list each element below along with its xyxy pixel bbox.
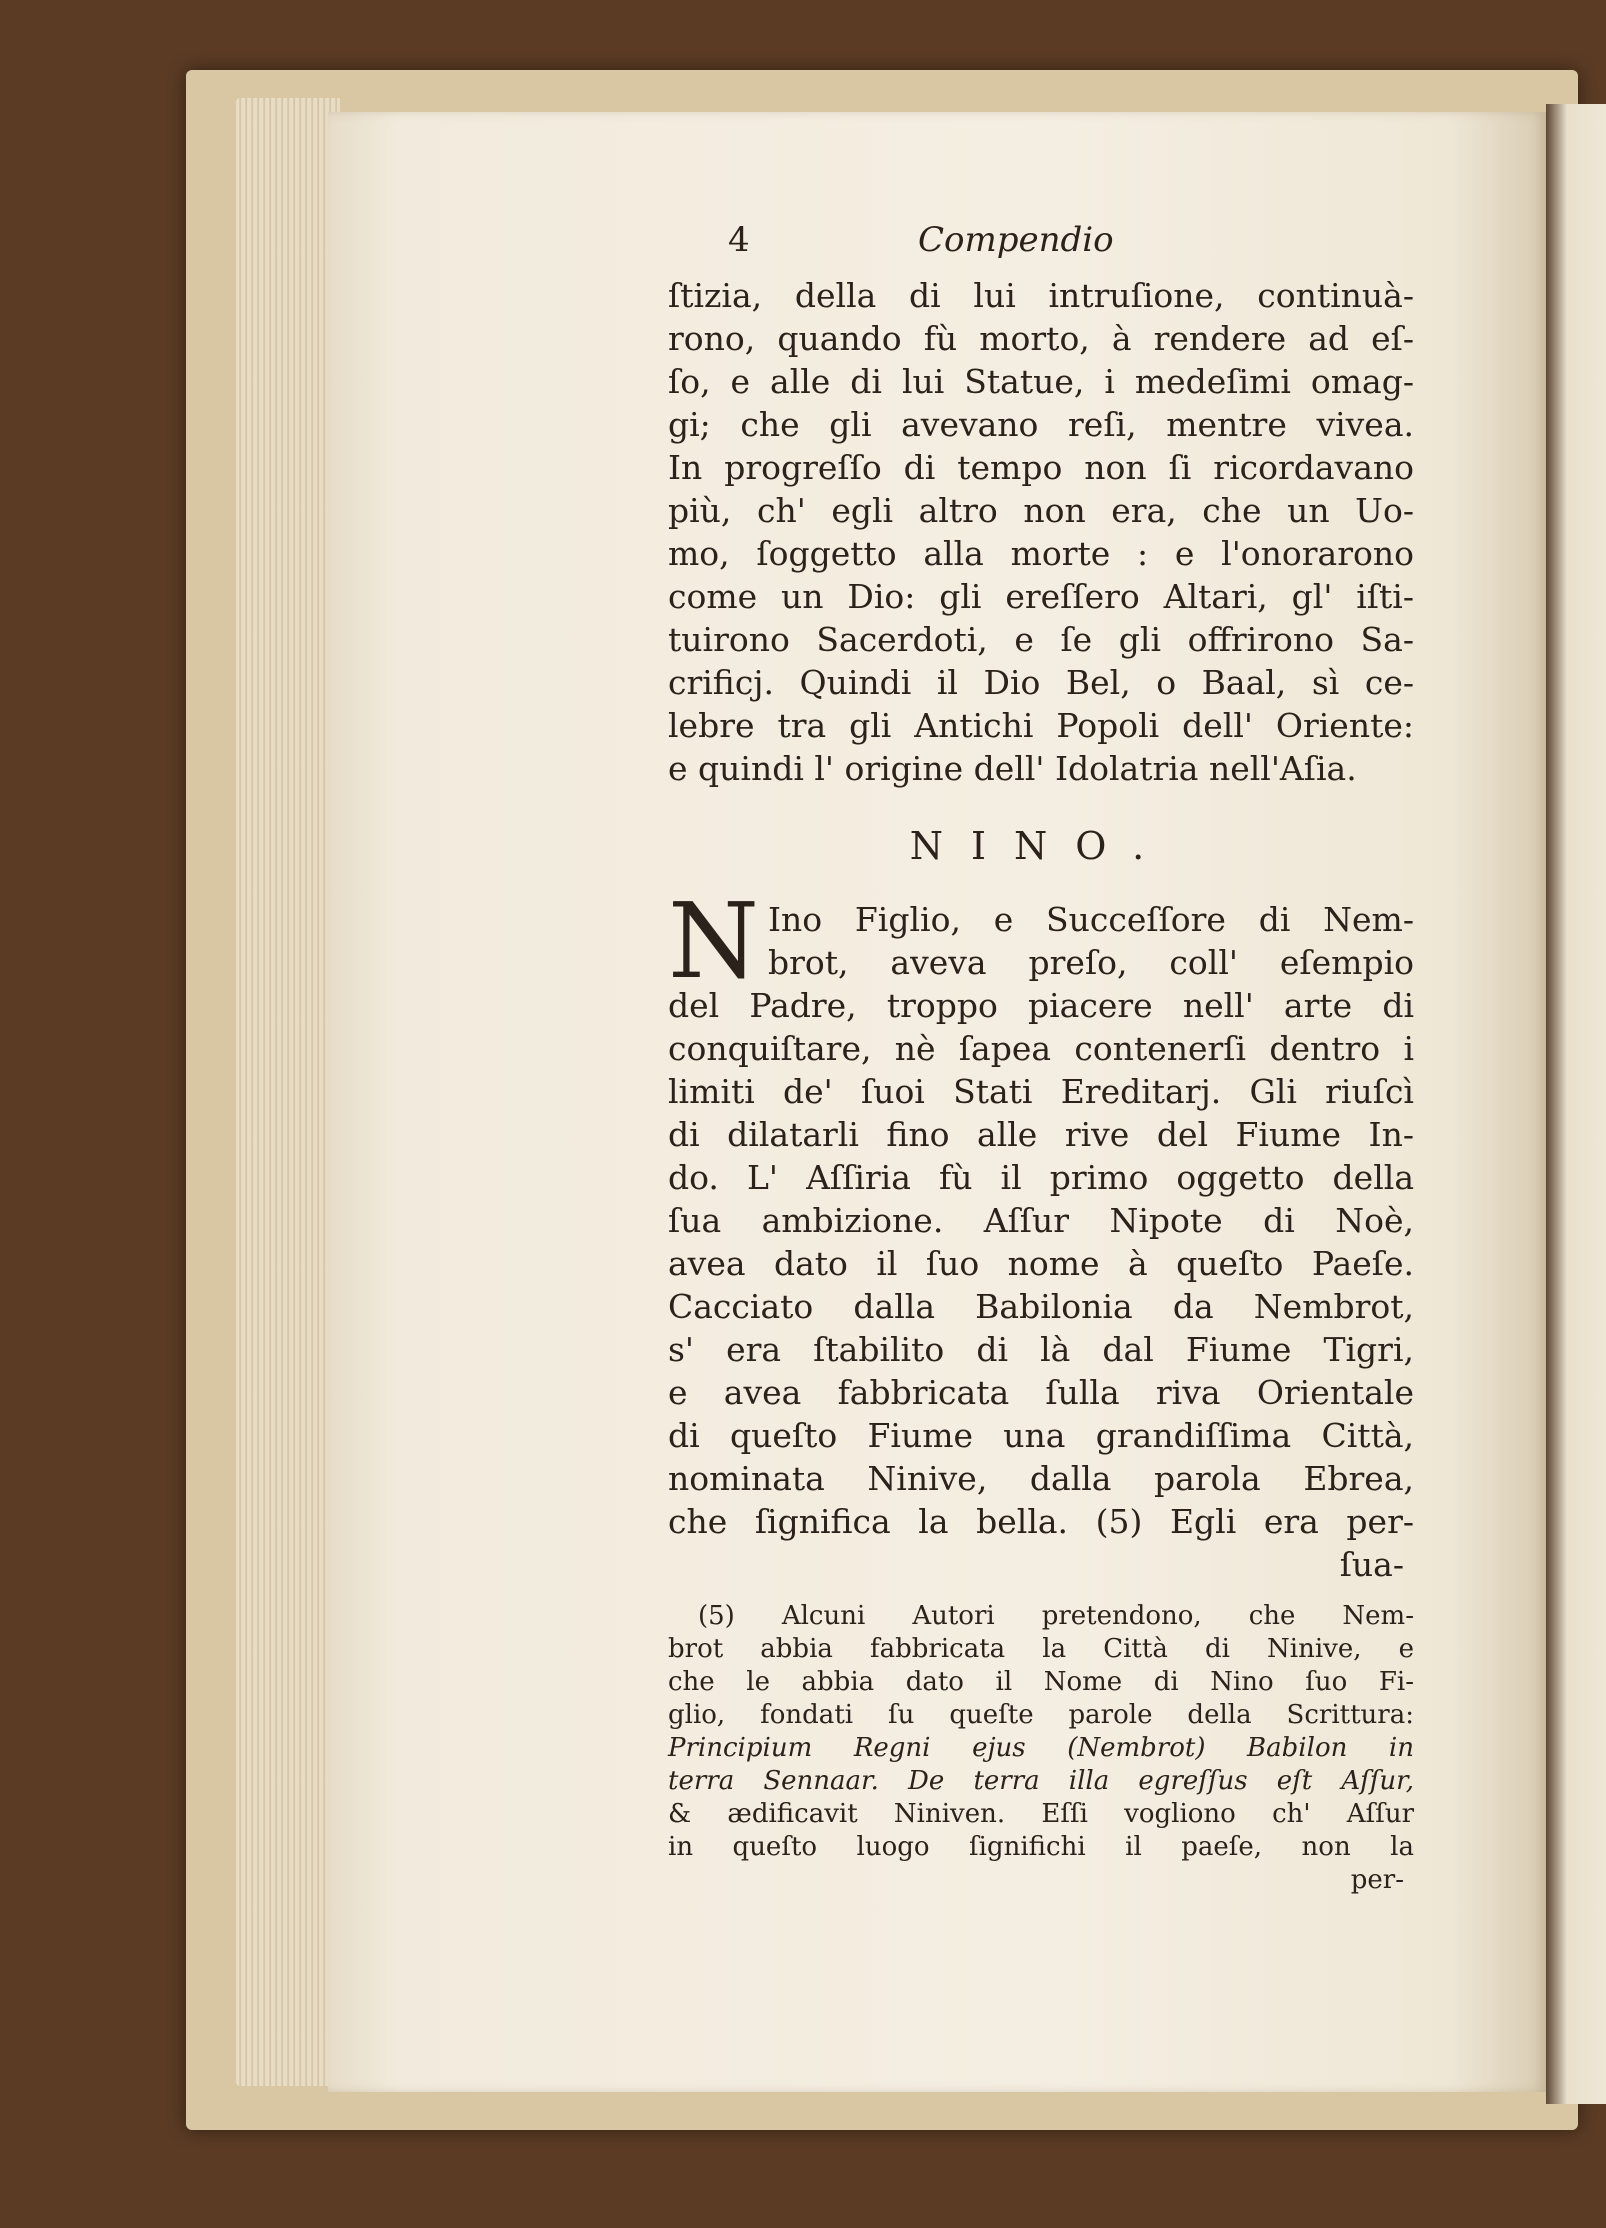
text-line: più, ch' egli altro non era, che un Uo- [668,491,1414,530]
facing-page-edge [1546,104,1606,2104]
text-line: limiti de' ſuoi Stati Ereditarj. Gli riuſcì [668,1072,1414,1111]
text-line: rono, quando fù morto, à rendere ad eſ- [668,319,1414,358]
text-line: Cacciato dalla Babilonia da Nembrot, [668,1287,1414,1326]
running-title: Compendio [918,220,1114,260]
catchword: ſua- [1339,1545,1404,1584]
text-line: In progreſſo di tempo non ſi ricordavano [668,448,1414,487]
text-line: ſua ambizione. Aſſur Nipote di Noè, [668,1201,1414,1240]
text-line: di dilatarli fino alle rive del Fiume In- [668,1115,1414,1154]
footnote-line: in queſto luogo ſignifichi il paeſe, non la [668,1832,1414,1862]
text-line: come un Dio: gli ereſſero Altari, gl' iſti- [668,577,1414,616]
footnote-line: Principium Regni ejus (Nembrot) Babilon in [668,1733,1414,1763]
footnote-line: brot abbia fabbricata la Città di Ninive, e [668,1634,1414,1664]
footnote-line: terra Sennaar. De terra illa egreſſus eſt Aſſur, [668,1766,1414,1796]
text-line: ſo, e alle di lui Statue, i medeſimi omag- [668,362,1414,401]
page-edges [236,98,340,2086]
paragraph-nino [668,880,1414,1586]
text-line: brot, aveva preſo, coll' eſempio [768,943,1414,982]
text-line: e avea fabbricata ſulla riva Orientale [668,1373,1414,1412]
text-line: ſtizia, della di lui intruſione, continuà- [668,276,1414,315]
text-line: Ino Figlio, e Succeſſore di Nem- [768,900,1414,939]
footnote-line: (5) Alcuni Autori pretendono, che Nem- [698,1601,1414,1631]
footnote-line: glio, fondati ſu queſte parole della Scrittura: [668,1700,1414,1730]
text-line: lebre tra gli Antichi Popoli dell' Oriente: [668,706,1414,745]
page-number: 4 [728,220,750,260]
footnote-line: che le abbia dato il Nome di Nino ſuo Fi- [668,1667,1414,1697]
section-heading: NINO. [909,824,1173,868]
text-line: do. L' Aſſiria fù il primo oggetto della [668,1158,1414,1197]
text-line: nominata Ninive, dalla parola Ebrea, [668,1459,1414,1498]
text-line: tuirono Sacerdoti, e ſe gli offrirono Sa- [668,620,1414,659]
footnote-line: & ædificavit Niniven. Eſſi vogliono ch' Aſſur [668,1799,1414,1829]
text-line: conquiſtare, nè ſapea contenerſi dentro i [668,1029,1414,1068]
text-line: gi; che gli avevano reſi, mentre vivea. [668,405,1414,444]
text-line: s' era ſtabilito di là dal Fiume Tigri, [668,1330,1414,1369]
text-line: crificj. Quindi il Dio Bel, o Baal, sì ce- [668,663,1414,702]
text-line: avea dato il ſuo nome à queſto Paeſe. [668,1244,1414,1283]
text-line: di queſto Fiume una grandiſſima Città, [668,1416,1414,1455]
footnote-catchword: per- [1350,1865,1404,1895]
page-text [668,220,1414,1897]
running-head [668,220,1414,274]
text-line: del Padre, troppo piacere nell' arte di [668,986,1414,1025]
footnote [668,1600,1414,1897]
paragraph-top [668,274,1414,790]
text-line: e quindi l' origine dell' Idolatria nell'Aſia. [668,749,1357,788]
text-line: che ſignifica la bella. (5) Egli era per- [668,1502,1414,1541]
text-line: mo, ſoggetto alla morte : e l'onorarono [668,534,1414,573]
drop-cap: N [668,880,759,1002]
